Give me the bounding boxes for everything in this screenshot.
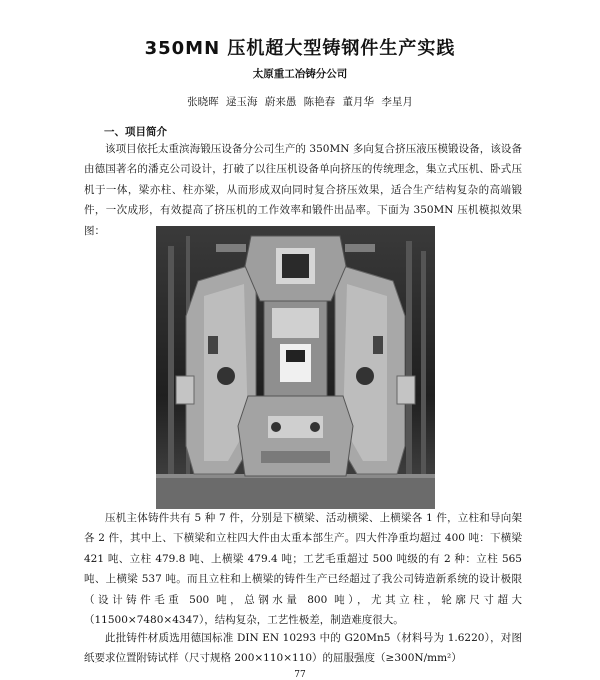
author-list: 张晓晖 逯玉海 蔚来愚 陈艳春 董月华 李星月 <box>187 96 413 108</box>
affiliation: 太原重工冶铸分公司 <box>252 68 348 80</box>
paper-title: 350MN 压机超大型铸钢件生产实践 <box>144 38 456 59</box>
press-machine-figure <box>156 226 435 509</box>
page-number: 77 <box>294 670 306 680</box>
paragraph-material: 此批铸件材质选用德国标准 DIN EN 10293 中的 G20Mn5（材料号为 1.6220），对图纸要求位置附铸试样（尺寸规格 200×110×110）的屈服强度（≥300N/mm²） <box>84 632 522 665</box>
paragraph-castings: 压机主体铸件共有 5 种 7 件，分别是下横梁、活动横梁、上横梁各 1 件，立柱和导向架各 2 件，其中上、下横梁和立柱四大件由太重本部生产。四大件净重均超过 400 吨：下横梁 421 吨、立柱 479.8 吨、上横梁 479.4 吨；工艺毛重超过 500 吨级的有 2 种：立柱 565 吨、上横梁 537 吨。而且立柱和上横梁的铸件生产已经超过了我公司铸造新系统的设计极限（设计铸件毛重 500 吨，总钢水量 800 吨），尤其立柱，轮廓尺寸超大（11500×7480×4347），结构复杂，工艺性极差，制造难度很大。 <box>84 512 522 627</box>
press-machine-illustration <box>156 226 435 509</box>
paragraph-intro: 该项目依托太重滨海锻压设备分公司生产的 350MN 多向复合挤压液压模锻设备，该设备由德国著名的潘克公司设计，打破了以往压机设备单向挤压的传统理念，集立式压机、卧式压机于一体，梁亦柱、柱亦梁，从而形成双向同时复合挤压效果，适合生产结构复杂的高端锻件，一次成形，有效提高了挤压机的工作效率和锻件出品率。下面为 350MN 压机模拟效果图： <box>84 143 522 237</box>
section-heading: 一、项目简介 <box>104 126 167 138</box>
